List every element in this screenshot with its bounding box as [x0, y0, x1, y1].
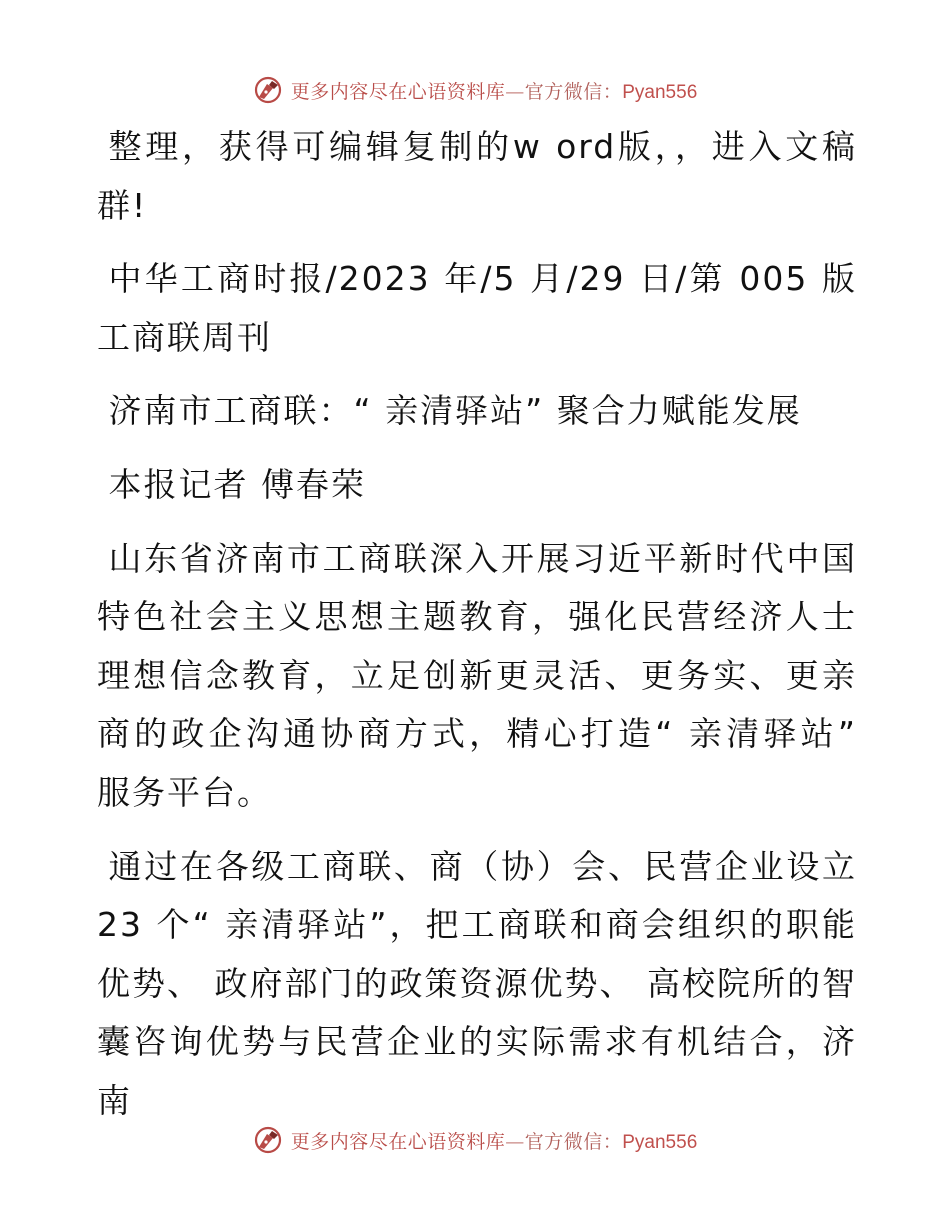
watermark-text	[291, 77, 698, 104]
watermark-dash: —	[505, 1130, 525, 1153]
article-body	[97, 118, 857, 1146]
watermark-wechat-id: Pyan556	[622, 1131, 698, 1153]
watermark-slogan: 更多内容尽在心语资料库	[290, 80, 506, 103]
watermark-wechat-label: 官方微信：	[524, 80, 623, 103]
pen-nib-circle-icon	[253, 1125, 283, 1155]
watermark-wechat-label: 官方微信：	[524, 1130, 623, 1153]
header-watermark	[0, 70, 950, 110]
article-title: 济南市工商联：“ 亲清驿站” 聚合力赋能发展	[108, 391, 802, 431]
paragraph-body: 通过在各级工商联、商（协）会、民营企业设立 23 个“ 亲清驿站”，把工商联和商会组织的职能优势、 政府部门的政策资源优势、 高校院所的智囊咨询优势与民营企业的实际需求有机结合，济南	[97, 846, 857, 1120]
watermark-wechat-id: Pyan556	[622, 81, 698, 103]
paragraph-lead: 山东省济南市工商联深入开展习近平新时代中国特色社会主义思想主题教育，强化民营经济人士理想信念教育，立足创新更灵活、更务实、更亲商的政企沟通协商方式，精心打造“ 亲清驿站” 服务平台。	[97, 538, 857, 812]
watermark-slogan: 更多内容尽在心语资料库	[290, 1130, 506, 1153]
paragraph-source: 中华工商时报/2023 年/5 月/29 日/第 005 版工商联周刊	[97, 259, 857, 357]
paragraph-intro: 整理，获得可编辑复制的w ord版，，进入文稿群!	[97, 127, 857, 225]
watermark-dash: —	[505, 80, 525, 103]
footer-watermark	[0, 1120, 950, 1160]
pen-nib-circle-icon	[253, 75, 283, 105]
article-byline: 本报记者 傅春荣	[108, 464, 367, 504]
watermark-text	[291, 1127, 698, 1154]
